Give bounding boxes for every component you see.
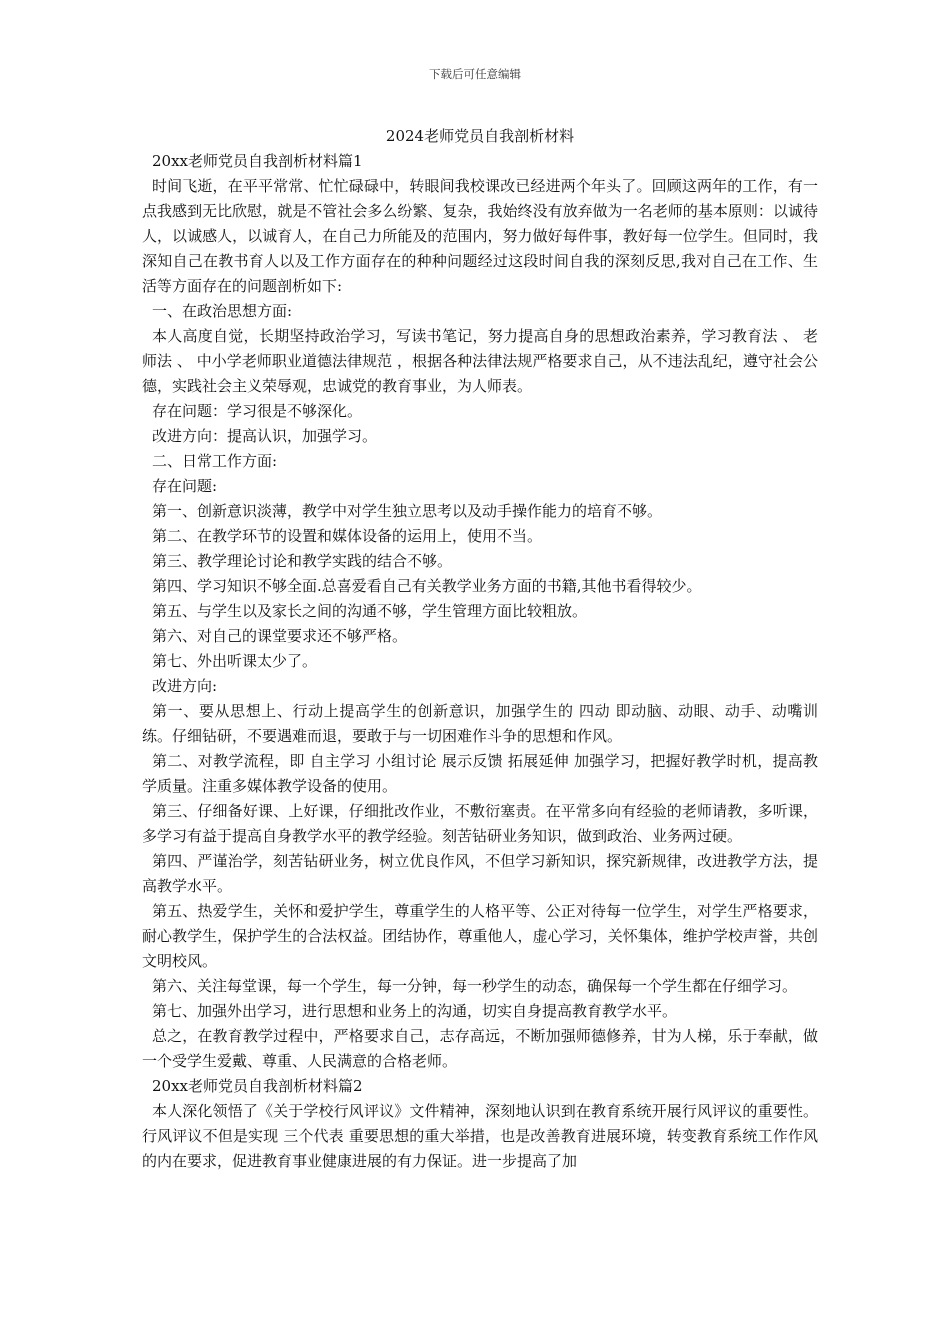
section-heading-part2: 20xx老师党员自我剖析材料篇2 (152, 1077, 363, 1095)
list-item: 第一、要从思想上、行动上提高学生的创新意识，加强学生的 四动 即动脑、动眼、动手、动嘴训练。仔细钻研，不要遇难而退，要敢于与一切困难作斗争的思想和作风。 (142, 702, 818, 745)
section-heading-daily-work: 二、日常工作方面: (152, 452, 278, 470)
list-item: 第四、学习知识不够全面.总喜爱看自己有关教学业务方面的书籍,其他书看得较少。 (152, 577, 702, 595)
list-item: 第七、外出听课太少了。 (152, 652, 318, 670)
section-heading-politics: 一、在政治思想方面: (152, 302, 293, 320)
paragraph-intro: 时间飞逝，在平平常常、忙忙碌碌中，转眼间我校课改已经进两个年头了。回顾这两年的工作，有一点我感到无比欣慰，就是不管社会多么纷繁、复杂，我始终没有放弃做为一名老师的基本原则：以诚待人，以诚感人，以诚育人，在自己力所能及的范围内，努力做好每件事，教好每一位学生。但同时，我深知自己在教书育人以及工作方面存在的种种问题经过这段时间自我的深刻反思,我对自己在工作、生活等方面存在的问题剖析如下: (142, 177, 818, 295)
paragraph-conclusion: 总之，在教育教学过程中，严格要求自己，志存高远，不断加强师德修养，甘为人梯，乐于奉献，做一个受学生爱戴、尊重、人民满意的合格老师。 (142, 1027, 818, 1070)
paragraph-improvement: 改进方向：提高认识，加强学习。 (152, 427, 378, 445)
subheading-improvements: 改进方向: (152, 677, 218, 695)
header-note: 下载后可任意编辑 (429, 67, 521, 81)
paragraph-problem: 存在问题：学习很是不够深化。 (152, 402, 363, 420)
list-item: 第二、在教学环节的设置和媒体设备的运用上，使用不当。 (152, 527, 543, 545)
list-item: 第五、与学生以及家长之间的沟通不够，学生管理方面比较粗放。 (152, 602, 588, 620)
subheading-problems: 存在问题: (152, 477, 218, 495)
list-item: 第二、对教学流程，即 自主学习 小组讨论 展示反馈 拓展延伸 加强学习，把握好教学时机，提高教学质量。注重多媒体教学设备的使用。 (142, 752, 818, 795)
list-item: 第三、教学理论讨论和教学实践的结合不够。 (152, 552, 453, 570)
paragraph-part2-intro: 本人深化领悟了《关于学校行风评议》文件精神，深刻地认识到在教育系统开展行风评议的重要性。行风评议不但是实现 三个代表 重要思想的重大举措，也是改善教育进展环境，转变教育系统工作作风的内在要求，促进教育事业健康进展的有力保证。进一步提高了加 (142, 1102, 818, 1170)
paragraph-politics: 本人高度自觉，长期坚持政治学习，写读书笔记，努力提高自身的思想政治素养，学习教育法 、 老师法 、 中小学老师职业道德法律规范 ，根据各种法律法规严格要求自己，从不违法乱纪，遵守社会公德，实践社会主义荣辱观，忠诚党的教育事业，为人师表。 (142, 327, 818, 395)
list-item: 第四、严谨治学，刻苦钻研业务，树立优良作风，不但学习新知识，探究新规律，改进教学方法，提高教学水平。 (142, 852, 818, 895)
document-title: 2024老师党员自我剖析材料 (385, 127, 575, 145)
list-item: 第五、热爱学生，关怀和爱护学生，尊重学生的人格平等、公正对待每一位学生，对学生严格要求，耐心教学生，保护学生的合法权益。团结协作，尊重他人，虚心学习，关怀集体，维护学校声誉，共创文明校风。 (142, 902, 818, 970)
document-body (142, 124, 818, 1174)
list-item: 第七、加强外出学习，进行思想和业务上的沟通，切实自身提高教育教学水平。 (152, 1002, 678, 1020)
list-item: 第一、创新意识淡薄，教学中对学生独立思考以及动手操作能力的培育不够。 (152, 502, 663, 520)
list-item: 第三、仔细备好课、上好课，仔细批改作业，不敷衍塞责。在平常多向有经验的老师请教，多听课，多学习有益于提高自身教学水平的教学经验。刻苦钻研业务知识，做到政治、业务两过硬。 (142, 802, 818, 845)
list-item: 第六、关注每堂课，每一个学生，每一分钟，每一秒学生的动态，确保每一个学生都在仔细学习。 (152, 977, 798, 995)
list-item: 第六、对自己的课堂要求还不够严格。 (152, 627, 408, 645)
section-heading-part1: 20xx老师党员自我剖析材料篇1 (152, 152, 363, 170)
